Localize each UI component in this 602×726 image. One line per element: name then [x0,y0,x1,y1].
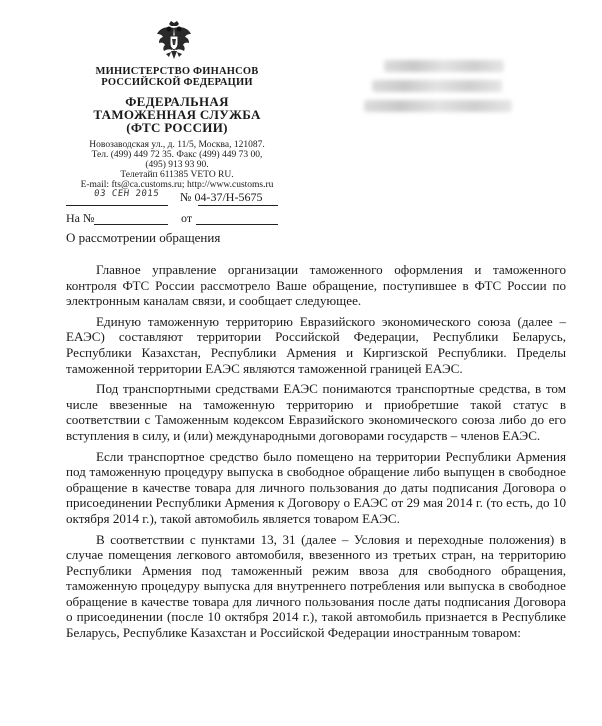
paragraph: Главное управление организации таможенного оформления и таможенного контроля ФТС России рассмотрело Ваше обращение, поступившее в ФТС России по электронным каналам связи, и сообщает следующее. [66,262,566,309]
number-underline [198,205,278,206]
paragraph: Если транспортное средство было помещено на территории Республики Армения под таможенную процедуру выпуска в свободное обращение либо выпущен в свободное обращение в качестве товара для личного пользования до даты подписания Договора о присоединении Республики Армения к Договору о ЕАЭС от 29 мая 2014 г. (то есть, до 10 октября 2014 г.), такой автомобиль является товаром ЕАЭС. [66,448,566,526]
date-underline [66,205,168,206]
ministry-name: МИНИСТЕРСТВО ФИНАНСОВ РОССИЙСКОЙ ФЕДЕРАЦИИ [95,66,259,88]
reference-date-label: от [181,211,193,225]
reference-number-line [94,224,168,225]
russian-coat-of-arms-icon [154,20,194,62]
letterhead [58,66,296,190]
letter-subject: О рассмотрении обращения [66,230,221,245]
contact-block [58,140,296,190]
paragraph: В соответствии с пунктами 13, 31 (далее – Условия и переходные положения) в случае помещения легкового автомобиля, ввезенного из третьих стран, на территорию Республики Армения под таможенный режим ввоза для свободного обращения, таможенную процедуру выпуска для внутреннего потребления или выпуска в свободное обращение в качестве товара для личного пользования после даты подписания Договора о присоединении (после 10 октября 2014 г.), такой автомобиль признается в Республике Беларусь, Республике Казахстан и Российской Федерации иностранным товаром: [66,531,566,641]
teletype: Телетайп 611385 VETO RU. [120,170,234,180]
document-number: № 04-37/Н-5675 [180,190,263,204]
reference-number-label: На № [66,211,95,225]
recipient-redacted [364,58,514,118]
paragraph: Единую таможенную территорию Евразийского экономического союза (далее – ЕАЭС) составляют территории Российской Федерации, Республики Беларусь, Республики Казахстан, Республики Армения и Киргизской Республики. Пределы таможенной территории ЕАЭС являются таможенной границей ЕАЭС. [66,313,566,376]
reference-date-line [196,224,278,225]
phones: Тел. (499) 449 72 35. Факс (499) 449 73 00, [91,150,263,160]
letter-body [66,262,566,646]
address: Новозаводская ул., д. 11/5, Москва, 121087. [89,140,265,150]
phones-2: (495) 913 93 90. [145,160,209,170]
date-stamp: 03 СЕН 2015 [93,189,160,199]
paragraph: Под транспортными средствами ЕАЭС понимаются транспортные средства, в том числе ввезенные на таможенную территорию и приобретшие такой статус в соответствии с Таможенным кодексом Евразийского экономического союза либо до его вступления в силу, и (или) международными договорами государств – членов ЕАЭС. [66,381,566,443]
service-name: ФЕДЕРАЛЬНАЯ ТАМОЖЕННАЯ СЛУЖБА (ФТС РОССИИ) [93,94,261,135]
email: E-mail: fts@ca.customs.ru; http://www.customs.ru [80,180,274,190]
